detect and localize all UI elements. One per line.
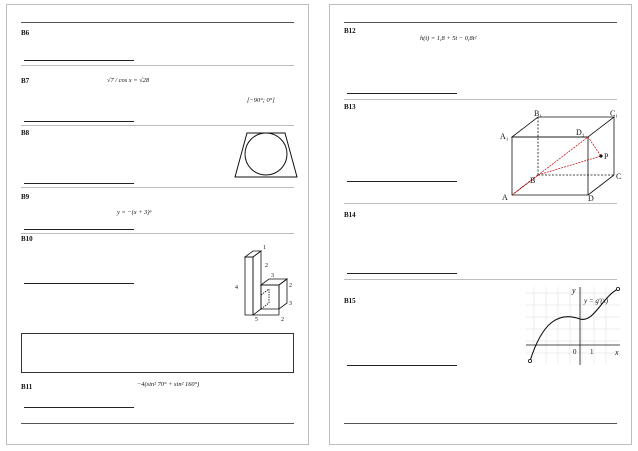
vertex-label: C₁: [610, 109, 619, 118]
formula-b12: h(t) = 1,8 + 5t − 0,8t²: [420, 35, 477, 42]
answer-line-b12: [344, 87, 457, 96]
dim-label: 3: [271, 273, 274, 279]
answer-line-b7: [21, 115, 134, 124]
page-header: [21, 11, 294, 21]
answer-line-b10: [21, 277, 134, 286]
problem-number-b10: B10: [21, 235, 33, 243]
vertex-label: A: [502, 193, 508, 201]
vertex-label: D: [588, 194, 594, 201]
dim-label: 4: [235, 285, 238, 291]
answer-line-b15: [344, 359, 457, 368]
separator: [21, 65, 294, 66]
dim-label: 2: [265, 263, 268, 269]
expression-b11: −4(sin² 70° + sin² 160°): [137, 381, 200, 388]
answer-blank[interactable]: [24, 223, 134, 230]
function-label: y = g′(x): [584, 297, 609, 305]
header-rule: [344, 22, 617, 23]
answer-blank[interactable]: [24, 115, 134, 122]
separator: [344, 203, 617, 204]
problem-number-b13: B13: [344, 103, 356, 111]
dim-label: 5: [255, 317, 258, 321]
answer-blank[interactable]: [24, 277, 134, 284]
answer-line-b8: [21, 177, 134, 186]
answer-blank[interactable]: [24, 401, 134, 408]
vertex-label: P: [604, 152, 609, 161]
separator: [21, 187, 294, 188]
cuboid-figure: [498, 109, 624, 201]
vertex-label: D₁: [576, 128, 585, 137]
equation-b7: √7 / cos x = √28: [107, 77, 150, 84]
problem-number-b11: B11: [21, 383, 33, 391]
separator: [344, 99, 617, 100]
problem-number-b15: B15: [344, 297, 356, 305]
vertex-label: B: [530, 176, 536, 185]
trapezoid-circle-figure: [233, 129, 299, 179]
answer-line-b14: [344, 267, 457, 276]
y-axis-label: y: [572, 286, 576, 295]
dim-label: 1: [263, 245, 266, 251]
point-p: [599, 154, 602, 157]
exam-page-left: [6, 4, 309, 445]
problem-number-b12: B12: [344, 27, 356, 35]
footer-rule: [344, 423, 617, 424]
answer-blank[interactable]: [24, 54, 134, 61]
interval-b7: [−90°; 0°]: [247, 97, 275, 104]
answer-blank[interactable]: [24, 177, 134, 184]
footer-rule: [21, 423, 294, 424]
answer-line-b11: [21, 401, 134, 410]
exam-page-right: [329, 4, 632, 445]
page-header: [344, 11, 617, 21]
answer-blank[interactable]: [347, 175, 457, 182]
problem-number-b8: B8: [21, 129, 30, 137]
separator: [21, 125, 294, 126]
problem-number-b6: B6: [21, 29, 30, 37]
separator: [21, 233, 294, 234]
derivative-graph-figure: [522, 283, 624, 367]
answer-blank[interactable]: [347, 359, 457, 366]
problem-number-b9: B9: [21, 193, 30, 201]
vertex-label: B₁: [534, 109, 543, 118]
polyhedron-figure: [231, 237, 303, 321]
origin-label: 0: [573, 348, 577, 356]
dim-label: 3: [289, 301, 292, 307]
answer-line-b13: [344, 175, 457, 184]
answer-line-b6: [21, 54, 134, 63]
dim-label: 2: [281, 317, 284, 321]
problem-number-b14: B14: [344, 211, 356, 219]
header-rule: [21, 22, 294, 23]
x-axis-label: x: [615, 348, 619, 357]
dim-label: 2: [289, 283, 292, 289]
answer-blank[interactable]: [347, 267, 457, 274]
answer-line-b9: [21, 223, 134, 232]
problem-number-b7: B7: [21, 77, 30, 85]
unit-label: 1: [590, 348, 594, 356]
part-2-instructions: [21, 333, 294, 373]
answer-blank[interactable]: [347, 87, 457, 94]
vertex-label: C: [616, 172, 622, 181]
function-b9: y = −(x + 3)⁶: [117, 209, 152, 216]
separator: [344, 279, 617, 280]
vertex-label: A₁: [500, 132, 509, 141]
